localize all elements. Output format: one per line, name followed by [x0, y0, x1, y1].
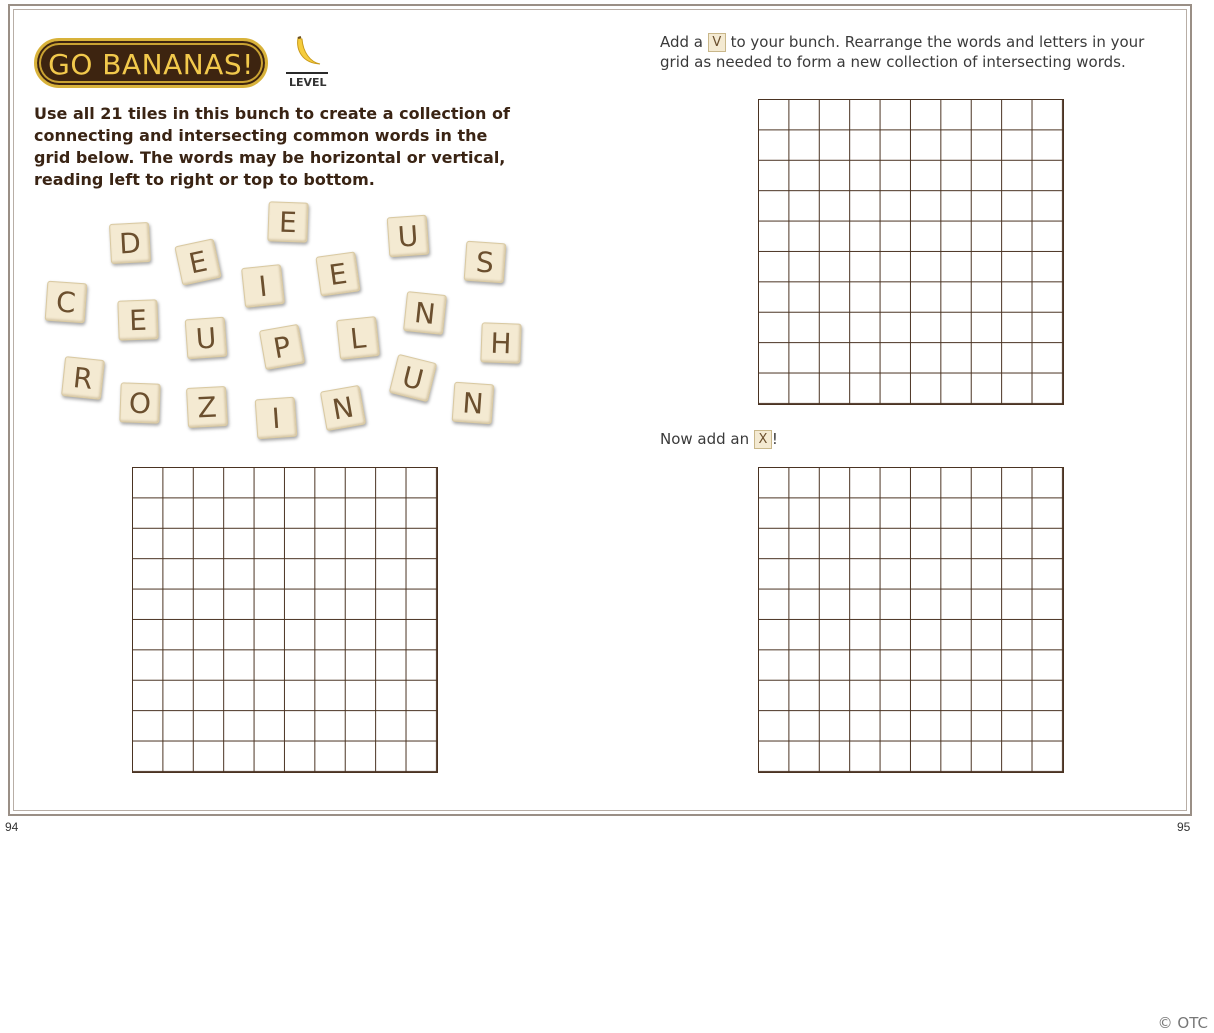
letter-tile[interactable]: D	[109, 222, 151, 264]
level-label: LEVEL	[289, 76, 327, 89]
letter-tile[interactable]: S	[464, 241, 507, 284]
go-bananas-badge	[34, 38, 268, 88]
add-x-instructions	[660, 430, 778, 449]
letter-tile[interactable]: R	[61, 356, 105, 400]
letter-tile[interactable]: Z	[186, 386, 228, 428]
level-divider	[286, 72, 328, 74]
banana-icon	[292, 36, 326, 70]
add-prefix: Add a	[660, 33, 704, 51]
letter-tile[interactable]: H	[480, 322, 521, 363]
letter-tile[interactable]: E	[117, 299, 158, 340]
answer-grid-left[interactable]	[132, 467, 438, 773]
add-suffix: to your bunch. Rearrange the words and letters in your grid as needed to form a new collection of intersecting words.	[660, 33, 1145, 71]
letter-tile[interactable]: E	[174, 238, 221, 285]
letter-tile[interactable]: E	[315, 251, 360, 296]
copyright-mark: © OTC	[1157, 1014, 1208, 1032]
letter-tile[interactable]: N	[452, 382, 495, 425]
instructions-text: Use all 21 tiles in this bunch to create a collection of connecting and intersecting common words in the grid below. The words may be horizontal or vertical, reading left to right or top to bottom.	[34, 104, 510, 189]
answer-grid-bottom-right[interactable]	[758, 467, 1064, 773]
page-number-left: 94	[5, 820, 19, 834]
letter-tile[interactable]: U	[387, 215, 430, 258]
now-suffix: !	[771, 430, 778, 448]
letter-tile[interactable]: E	[267, 201, 308, 242]
badge-title: GO BANANAS!	[48, 48, 254, 81]
answer-grid-top-right[interactable]	[758, 99, 1064, 405]
letter-tile[interactable]: U	[185, 317, 228, 360]
letter-tile[interactable]: L	[336, 316, 380, 360]
letter-tile[interactable]: N	[320, 385, 366, 431]
letter-tile[interactable]: U	[389, 354, 437, 402]
page-number-right: 95	[1177, 820, 1191, 834]
letter-tile[interactable]: I	[241, 264, 285, 308]
v-tile: V	[708, 33, 726, 52]
now-prefix: Now add an	[660, 430, 750, 448]
x-tile: X	[754, 430, 772, 449]
add-v-instructions	[660, 32, 1160, 72]
letter-tile[interactable]: C	[45, 281, 88, 324]
letter-tile[interactable]: O	[119, 382, 160, 423]
letter-tile[interactable]: P	[259, 324, 305, 370]
letter-tile[interactable]: I	[255, 397, 298, 440]
letter-tile[interactable]: N	[403, 291, 447, 335]
